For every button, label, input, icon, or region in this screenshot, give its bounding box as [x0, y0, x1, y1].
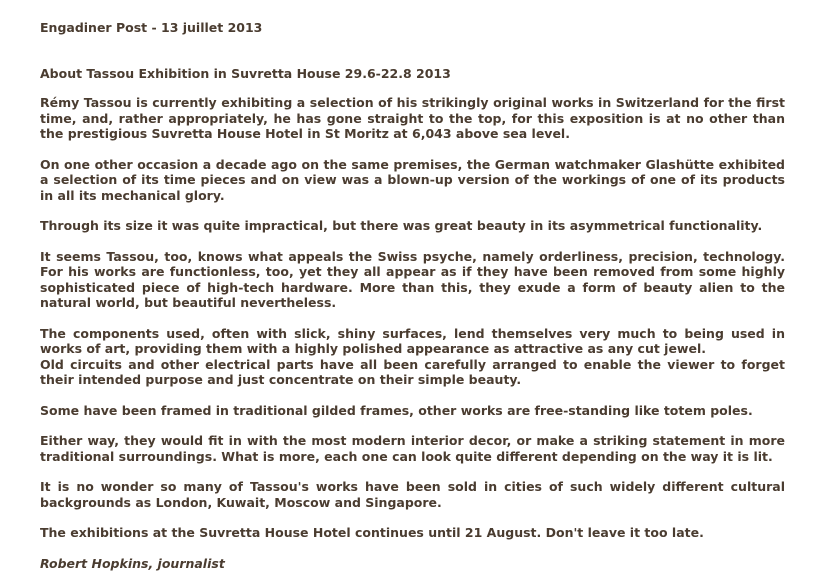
- paragraph-8: Either way, they would fit in with the most modern interior decor, or make a striking statement in more traditional surroundings. What is more, each one can look quite different depending on the way it is lit.: [40, 433, 785, 464]
- byline: Robert Hopkins, journalist: [40, 555, 225, 571]
- paragraph-6: Old circuits and other electrical parts have all been carefully arranged to enable the viewer to forget their intended purpose and just concentrate on their simple beauty.: [40, 356, 785, 387]
- paragraph-10: The exhibitions at the Suvretta House Hotel continues until 21 August. Don't leave it too late.: [40, 525, 704, 540]
- paragraph-5: The components used, often with slick, shiny surfaces, lend themselves very much to being used in works of art, providing them with a highly polished appearance as attractive as any cut jewel.: [40, 325, 785, 356]
- paragraph-2: On one other occasion a decade ago on the same premises, the German watchmaker Glashütte exhibited a selection of its time pieces and on view was a blown-up version of the workings of one of its products in all its mechanical glory.: [40, 156, 785, 203]
- source-line: Engadiner Post - 13 juillet 2013: [40, 20, 263, 35]
- paragraph-1: Rémy Tassou is currently exhibiting a selection of his strikingly original works in Switzerland for the first time, and, rather appropriately, he has gone straight to the top, for this exposition is at no other than the prestigious Suvretta House Hotel in St Moritz at 6,043 above sea level.: [40, 95, 785, 141]
- article: [40, 66, 785, 571]
- article-title: About Tassou Exhibition in Suvretta House 29.6-22.8 2013: [40, 66, 451, 81]
- paragraph-3: Through its size it was quite impractical, but there was great beauty in its asymmetrical functionality.: [40, 218, 763, 233]
- paragraph-4: It seems Tassou, too, knows what appeals the Swiss psyche, namely orderliness, precision, technology. For his works are functionless, too, yet they all appear as if they have been removed from some highly sophisticated piece of high-tech hardware. More than this, they exude a form of beauty alien to the natural world, but beautiful nevertheless.: [40, 248, 785, 310]
- paragraph-7: Some have been framed in traditional gilded frames, other works are free-standing like totem poles.: [40, 402, 753, 418]
- paragraph-9: It is no wonder so many of Tassou's works have been sold in cities of such widely different cultural backgrounds as London, Kuwait, Moscow and Singapore.: [40, 479, 785, 510]
